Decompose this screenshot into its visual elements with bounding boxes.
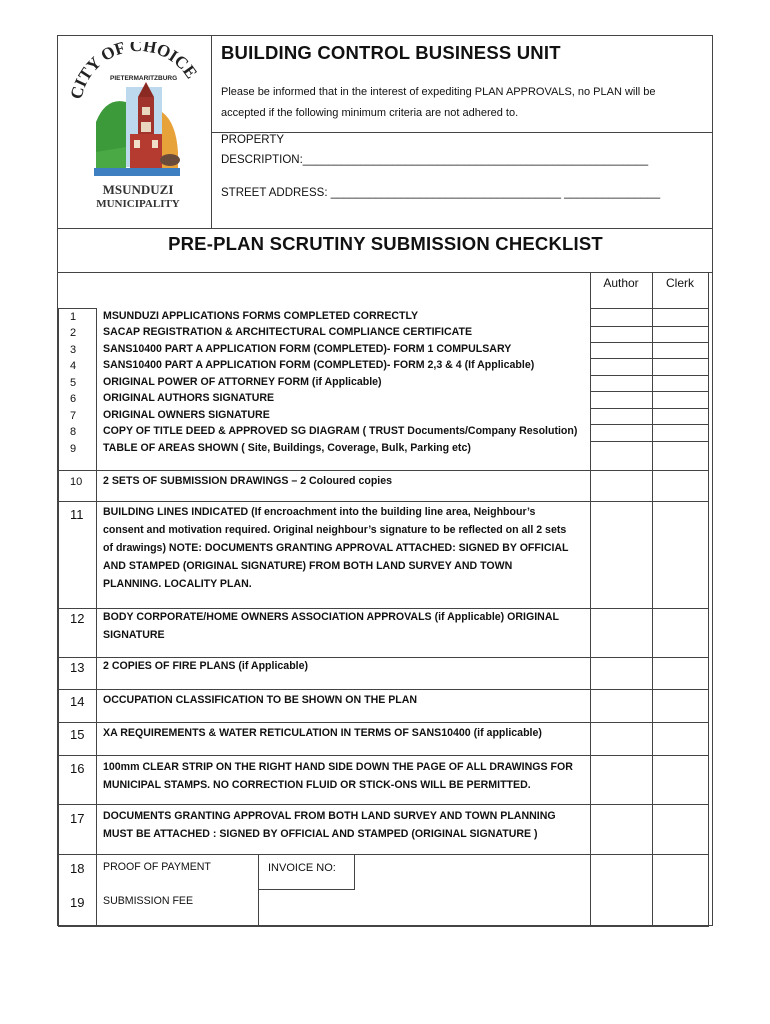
invoice-number-input[interactable]: [358, 856, 588, 888]
checklist-item-text: COPY OF TITLE DEED & APPROVED SG DIAGRAM ( TRUST Documents/Company Resolution): [103, 425, 578, 437]
street-address-label: STREET ADDRESS:: [221, 187, 331, 199]
submission-fee-label: SUBMISSION FEE: [103, 895, 194, 907]
row-number: 12: [70, 611, 85, 626]
row-number: 10: [70, 476, 83, 488]
row-number: 2: [70, 327, 77, 339]
submission-fee-input[interactable]: [262, 892, 588, 924]
checklist-item-text: 100mm CLEAR STRIP ON THE RIGHT HAND SIDE DOWN THE PAGE OF ALL DRAWINGS FOR MUNICIPAL STAMPS. NO CORRECTION FLUID OR STICK-ONS WILL BE PERMITTED.: [103, 761, 573, 791]
checklist-item-text: OCCUPATION CLASSIFICATION TO BE SHOWN ON THE PLAN: [103, 694, 418, 706]
row-number: 13: [70, 660, 85, 675]
checklist-item-text: DOCUMENTS GRANTING APPROVAL FROM BOTH LAND SURVEY AND TOWN PLANNING MUST BE ATTACHED : SIGNED BY OFFICIAL AND STAMPED (ORIGINAL SIGNATURE ): [103, 810, 556, 840]
page-title: BUILDING CONTROL BUSINESS UNIT: [221, 42, 561, 63]
description-label: DESCRIPTION:: [221, 154, 303, 166]
row-number: 6: [70, 393, 77, 405]
logo-bottom-line-2: MUNICIPALITY: [96, 198, 180, 210]
description-field[interactable]: [221, 154, 648, 166]
proof-of-payment-label: PROOF OF PAYMENT: [103, 861, 211, 873]
checklist-page: [57, 35, 713, 926]
description-line: ______________________________________________________: [302, 154, 649, 166]
row-number: 16: [70, 761, 85, 776]
checklist-item-text: SANS10400 PART A APPLICATION FORM (COMPLETED)- FORM 2,3 & 4 (If Applicable): [103, 359, 535, 371]
checklist-item-text: TABLE OF AREAS SHOWN ( Site, Buildings, Coverage, Bulk, Parking etc): [103, 442, 471, 454]
row-number: 19: [70, 895, 85, 910]
checklist-item-text: XA REQUIREMENTS & WATER RETICULATION IN TERMS OF SANS10400 (if applicable): [103, 727, 542, 739]
row-number: 14: [70, 694, 85, 709]
checklist-item-text: MSUNDUZI APPLICATIONS FORMS COMPLETED CORRECTLY: [103, 310, 419, 322]
city-of-choice-emblem-icon: [66, 42, 206, 212]
row-number: 9: [70, 443, 77, 455]
checklist-item-text: 2 COPIES OF FIRE PLANS (if Applicable): [103, 660, 309, 672]
row-number: 3: [70, 344, 77, 356]
checklist-item-text: BUILDING LINES INDICATED (If encroachment into the building line area, Neighbour’s consent and motivation required. Original neighbour’s signature to be reflected on all 2 sets of drawings) NOTE: DOCUMENTS GRANTING APPROVAL ATTACHED: SIGNED BY OFFICIAL AND STAMPED (ORIGINAL SIGNATURE) FROM BOTH LAND SURVEY AND TOWN PLANNING. LOCALITY PLAN.: [103, 506, 569, 590]
checklist-item-text: ORIGINAL OWNERS SIGNATURE: [103, 409, 270, 421]
author-column-header: Author: [603, 276, 639, 290]
street-address-line: ____________________________________ _______________: [330, 187, 661, 199]
logo-sub-text: PIETERMARITZBURG: [110, 75, 178, 82]
row-number: 5: [70, 377, 77, 389]
checklist-item-text: 2 SETS OF SUBMISSION DRAWINGS – 2 Coloured copies: [103, 475, 393, 487]
checklist-item-text: BODY CORPORATE/HOME OWNERS ASSOCIATION APPROVALS (if Applicable) ORIGINAL SIGNATURE: [103, 611, 559, 641]
street-address-field[interactable]: [221, 187, 660, 199]
row-number: 15: [70, 727, 85, 742]
invoice-number-label: INVOICE NO:: [268, 862, 336, 874]
row-number: 11: [70, 507, 84, 522]
checklist-item-text: SANS10400 PART A APPLICATION FORM (COMPLETED)- FORM 1 COMPULSARY: [103, 343, 512, 355]
logo-bottom-line-1: MSUNDUZI: [102, 182, 174, 197]
row-number: 17: [70, 811, 85, 826]
msunduzi-logo: [66, 42, 206, 212]
clerk-column-header: Clerk: [665, 276, 694, 290]
checklist-item-text: SACAP REGISTRATION & ARCHITECTURAL COMPLIANCE CERTIFICATE: [103, 326, 473, 338]
checklist-item-text: ORIGINAL AUTHORS SIGNATURE: [103, 392, 275, 404]
property-label: PROPERTY: [221, 134, 285, 146]
row-number: 7: [70, 410, 77, 422]
checklist-item-text: ORIGINAL POWER OF ATTORNEY FORM (if Applicable): [103, 376, 382, 388]
notice-text: Please be informed that in the interest of expediting PLAN APPROVALS, no PLAN will be accepted if the following minimum criteria are not adhered to.: [221, 86, 656, 119]
checklist-title: PRE-PLAN SCRUTINY SUBMISSION CHECKLIST: [168, 233, 603, 254]
row-number: 1: [70, 311, 77, 323]
logo-arc-text: CITY OF CHOICE: [66, 42, 202, 101]
row-number: 4: [70, 360, 77, 372]
row-number: 18: [70, 861, 85, 876]
row-number: 8: [70, 426, 77, 438]
